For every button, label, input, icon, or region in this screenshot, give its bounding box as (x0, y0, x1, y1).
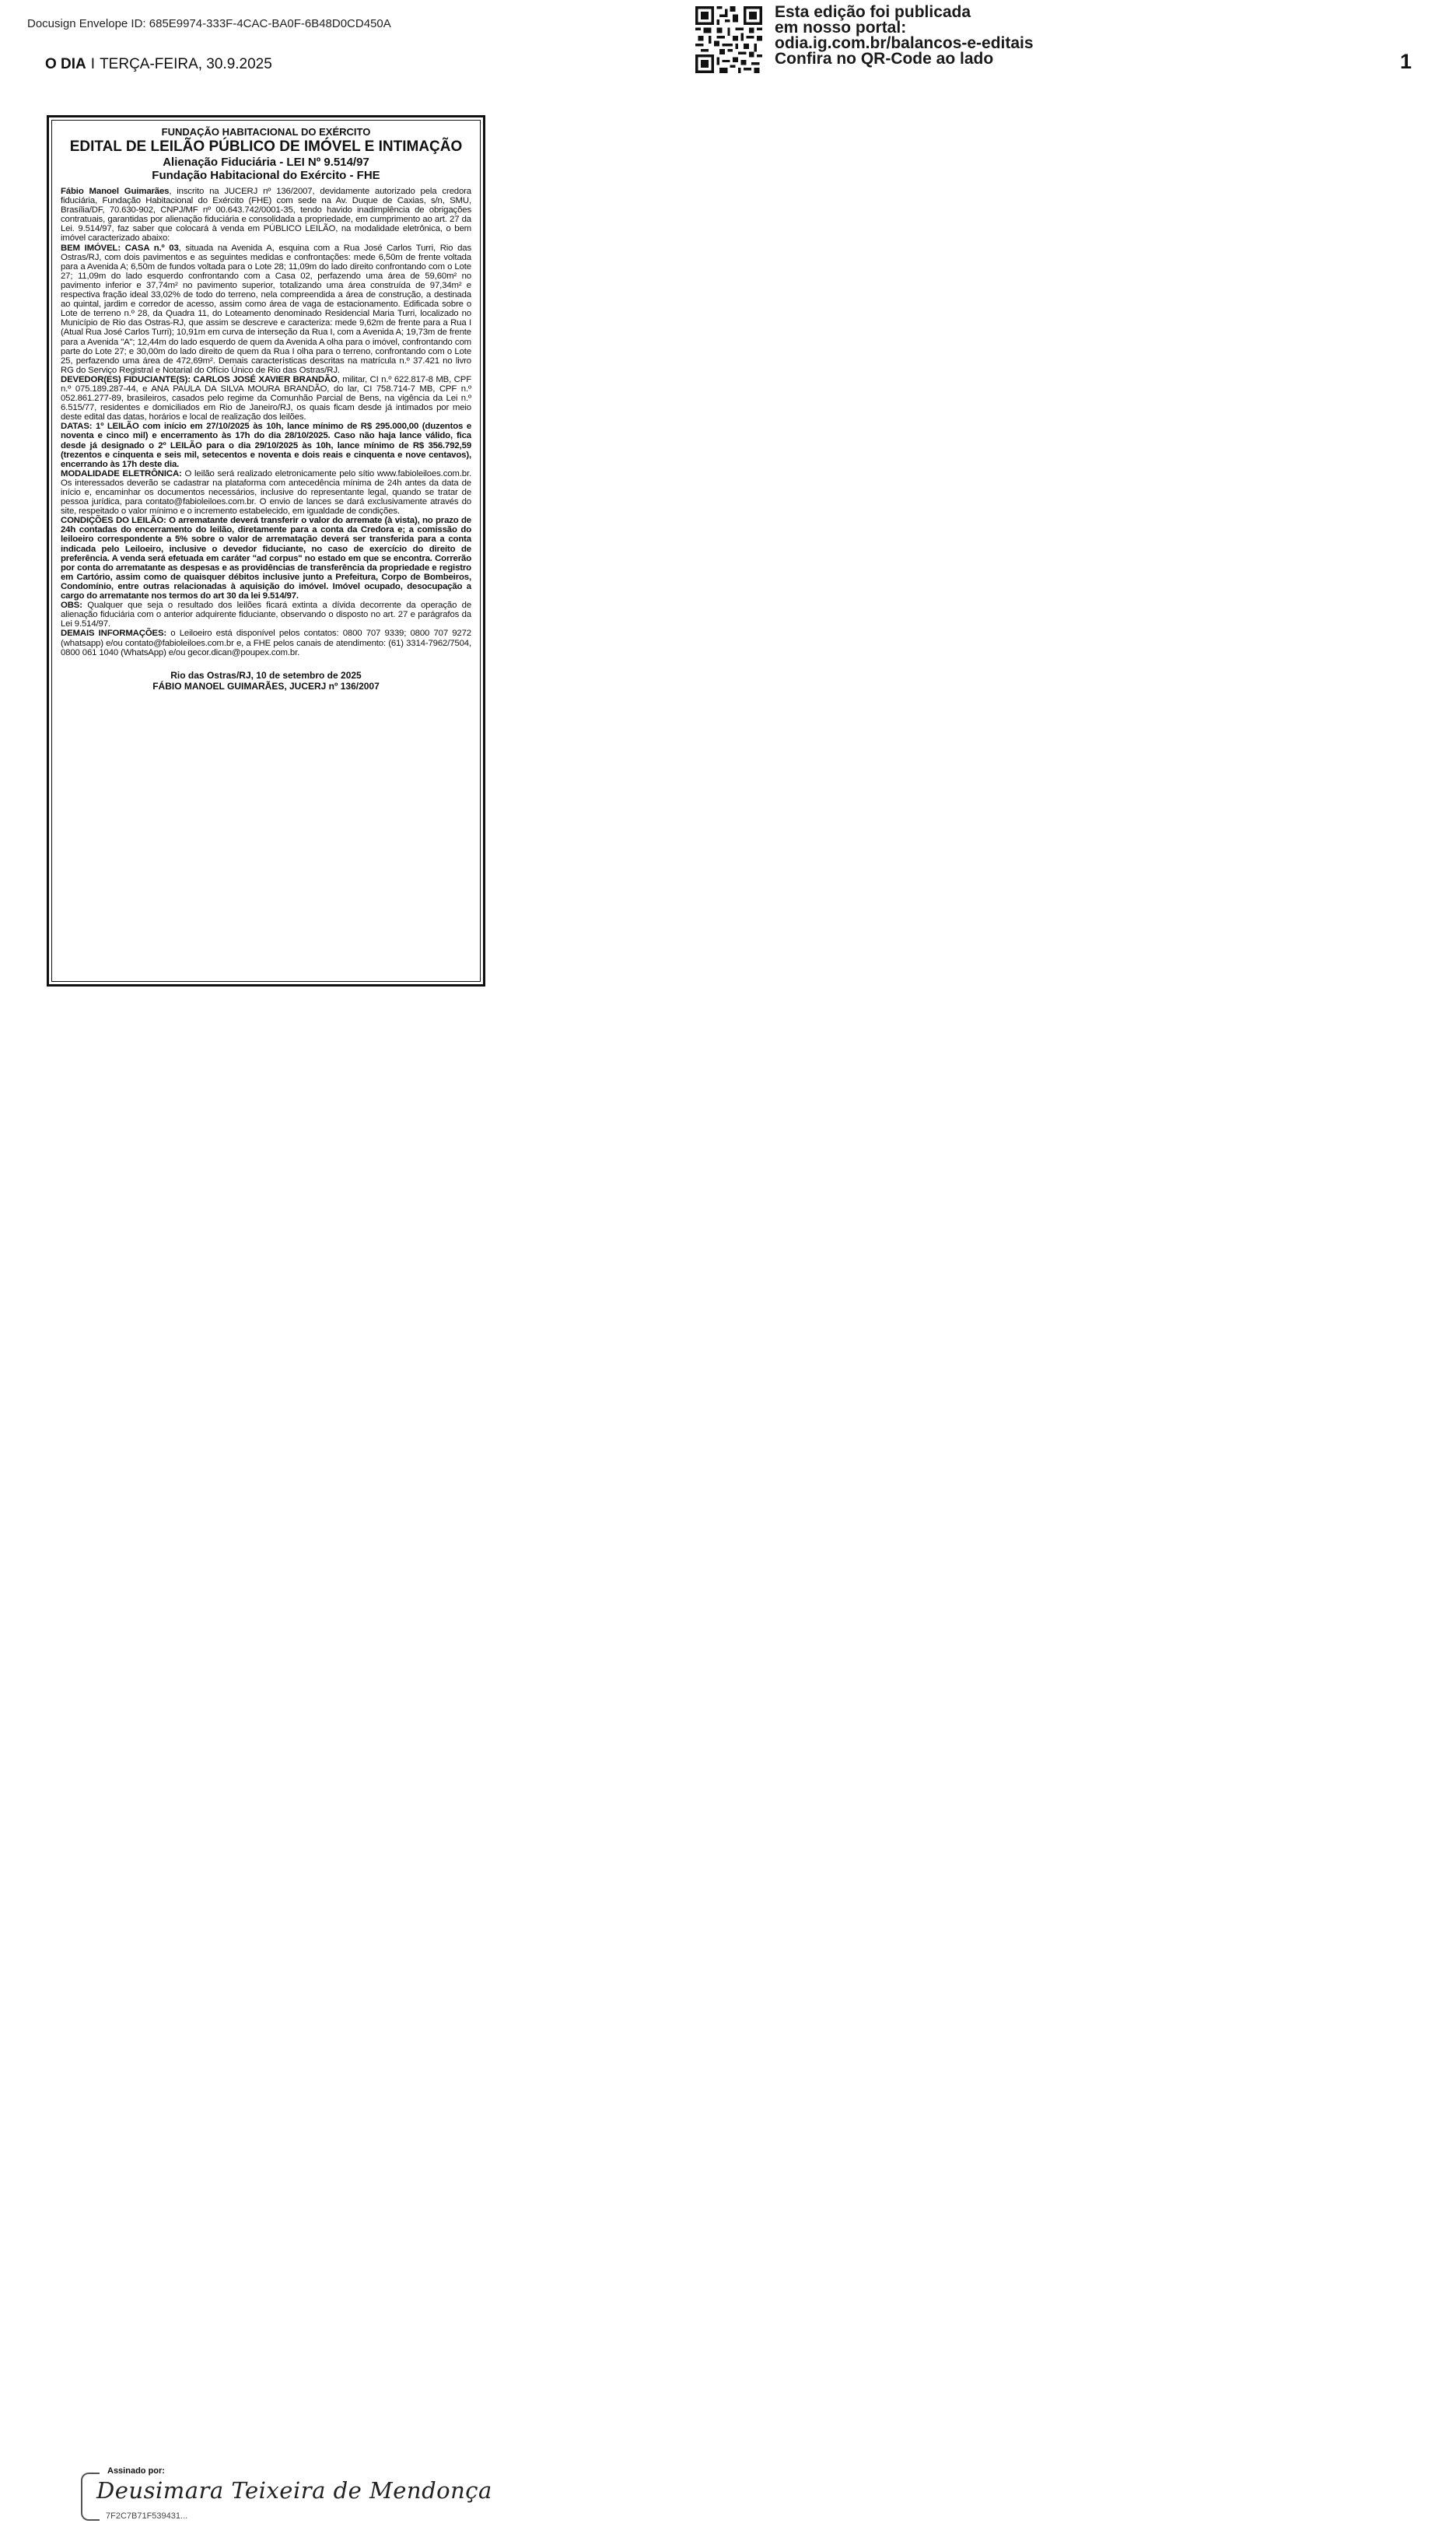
notice-body (61, 187, 471, 657)
paragraph-contacts (61, 629, 471, 657)
edition-date: TERÇA-FEIRA, 30.9.2025 (100, 56, 272, 72)
auction-notice (47, 115, 485, 987)
envelope-id: Docusign Envelope ID: 685E9974-333F-4CAC-BA0F-6B48D0CD450A (27, 17, 391, 30)
closing-signatory: FÁBIO MANOEL GUIMARÃES, JUCERJ nº 136/2007 (152, 680, 380, 692)
modality-heading: MODALIDADE ELETRÔNICA: (61, 468, 182, 478)
signature-id: 7F2C7B71F539431... (106, 2511, 188, 2521)
modality-text: O leilão será realizado eletronicamente pelo sítio www.fabioleiloes.com.br. Os interessados deverão se cadastrar na plataforma com antecedência mínima de 24h antes da data de início e, encaminhar os documentos necessários, inclusive do representante legal, quando se tratar de pessoa jurídica, para contato@fabioleiloes.com.br. O envio de lances se dará exclusivamente através do site, respeitado o valor mínimo e o incremento estabelecido, em igualdade de condições. (61, 468, 471, 517)
paragraph-debtors (61, 375, 471, 422)
notice-title: EDITAL DE LEILÃO PÚBLICO DE IMÓVEL E INTIMAÇÃO (69, 138, 463, 155)
debtors-text: , militar, CI n.º 622.817-8 MB, CPF n.º 075.189.287-44, e ANA PAULA DA SILVA MOURA BRANDÃO, do lar, CI 758.714-7 MB, CPF n.º 052.861.277-89, brasileiros, casados pelo regime da Comunhão Parcial de Bens, na vigência da Lei n.º 6.515/77, residentes e domiciliados em Rio de Janeiro/RJ, os quais ficam desde já intimados por meio deste edital das datas, horários e local de realização dos leilões. (61, 374, 471, 422)
contacts-text: o Leiloeiro está disponível pelos contatos: 0800 707 9339; 0800 707 9272 (whatsapp) e/ou contato@fabioleiloes.com.br e, a FHE pelos canais de atendimento: (61) 3314-7962/7504, 0800 061 1040 (WhatsApp) e/ou gecor.dican@poupex.com.br. (61, 629, 471, 657)
paragraph-dates: DATAS: 1º LEILÃO com início em 27/10/2025 às 10h, lance mínimo de R$ 295.000,00 (duzentos e noventa e cinco mil) e encerramento às 17h do dia 28/10/2025. Caso não haja lance válido, fica desde já designado o 2º LEILÃO para o dia 29/10/2025 às 10h, lance mínimo de R$ 356.792,59 (trezentos e cinquenta e seis mil, setecentos e noventa e dois reais e cinquenta e nove centavos), encerrando às 17h deste dia. (61, 422, 471, 469)
debtors-heading: DEVEDOR(ES) FIDUCIANTE(S): CARLOS JOSÉ XAVIER BRANDÃO (61, 374, 338, 384)
paragraph-property (61, 244, 471, 375)
notice-closing (61, 670, 471, 692)
contacts-heading: DEMAIS INFORMAÇÕES: (61, 629, 167, 639)
portal-link[interactable]: odia.ig.com.br/balancos-e-editais (775, 34, 1034, 52)
notice-subtitle: Alienação Fiduciária - LEI Nº 9.514/97 (163, 156, 369, 169)
signature-name: Deusimara Teixeira de Mendonça (96, 2477, 492, 2504)
masthead-separator: I (90, 56, 96, 72)
closing-place-date: Rio das Ostras/RJ, 10 de setembro de 2025 (170, 669, 362, 681)
obs-heading: OBS: (61, 601, 82, 611)
qr-notice-line-4: Confira no QR-Code ao lado (775, 50, 994, 68)
qr-code-icon[interactable] (695, 6, 762, 73)
masthead (45, 56, 272, 73)
qr-notice (775, 5, 1034, 67)
paragraph-modality (61, 469, 471, 516)
paragraph-obs (61, 601, 471, 629)
qr-notice-line-2: em nosso portal: (775, 19, 907, 37)
newspaper-brand: O DIA (45, 56, 86, 72)
signature-label: Assinado por: (107, 2466, 165, 2476)
page-number: 1 (1400, 50, 1412, 73)
notice-subtitle-2: Fundação Habitacional do Exército - FHE (152, 169, 380, 182)
notice-org: FUNDAÇÃO HABITACIONAL DO EXÉRCITO (161, 126, 371, 138)
auctioneer-name: Fábio Manoel Guimarães (61, 187, 170, 196)
property-text: , situada na Avenida A, esquina com a Rua José Carlos Turri, Rio das Ostras/RJ, com dois pavimentos e as seguintes medidas e confrontações: mede 6,50m de frente voltada para a Avenida A; 6,50m de fundos voltada para o Lote 28; 11,09m do lado direito confrontando com o Lote 27; 11,09m do lado esquerdo confrontando com a Casa 02, perfazendo uma área de 59,60m² no pavimento inferior e 37,74m² no pavimento superior, totalizando uma área construída de 97,34m² e respectiva fração ideal 33,02% de todo do terreno, nela compreendida a área de construção, a destinada ao quintal, jardim e corredor de acesso, assim como área de vaga de estacionamento. Edificada sobre o Lote de terreno n.º 28, da Quadra 11, do Loteamento denominado Residencial Maria Turri, localizado no Município de Rio das Ostras-RJ, que assim se descreve e caracteriza: mede 9,62m de frente para a Rua I (Atual Rua José Carlos Turri); 10,91m em curva de interseção da Rua I, com a Avenida A; 19,73m de frente para a Avenida "A"; 12,44m do lado esquerdo de quem da Avenida A olha para o imóvel, confrontando com parte do Lote 27; e 30,00m do lado direito de quem da Rua I olha para o terreno, confrontando com o Lote 25, perfazendo uma área de 472,69m². Demais características descritas na matrícula n.º 37.421 no livro RG do Serviço Registral e Notarial do Ofício Único de Rio das Ostras/RJ. (61, 243, 471, 375)
qr-notice-line-1: Esta edição foi publicada (775, 3, 971, 21)
auction-notice-inner (51, 120, 481, 982)
intro-text: , inscrito na JUCERJ nº 136/2007, devidamente autorizado pela credora fiduciária, Fundação Habitacional do Exército (FHE) com sede na Av. Duque de Caxias, s/n, SMU, Brasília/DF, 70.630-902, CNPJ/MF nº 00.643.742/0001-35, tendo havido inadimplência de obrigações contratuais, garantidas por alienação fiduciária e consolidada a propriedade, em cumprimento ao art. 27 da Lei. 9.514/97, faz saber que colocará à venda em PÚBLICO LEILÃO, na modalidade eletrônica, o bem imóvel caracterizado abaixo: (61, 187, 471, 244)
property-heading: BEM IMÓVEL: CASA n.º 03 (61, 243, 179, 253)
paragraph-intro (61, 187, 471, 244)
paragraph-conditions: CONDIÇÕES DO LEILÃO: O arrematante deverá transferir o valor do arremate (à vista), no prazo de 24h contadas do encerramento do leilão, diretamente para a conta da Credora e; a comissão do leiloeiro correspondente a 5% sobre o valor de arrematação deverá ser transferida para a conta indicada pelo Leiloeiro, inclusive o devedor fiduciante, no caso de exercício do direito de preferência. A venda será efetuada em caráter "ad corpus" no estado em que se encontra. Correrão por conta do arrematante as despesas e as providências de transferência da propriedade e registro em Cartório, assim como de quaisquer débitos inclusive junto a Prefeitura, Corpo de Bombeiros, Condomínio, entre outras relacionadas à aquisição do imóvel. Imóvel ocupado, desocupação a cargo do arrematante nos termos do art 30 da lei 9.514/97. (61, 516, 471, 601)
obs-text: Qualquer que seja o resultado dos leilões ficará extinta a dívida decorrente da operação de alienação fiduciária com o anterior adquirente fiduciante, observando o disposto no art. 27 e parágrafos da Lei 9.514/97. (61, 601, 471, 629)
